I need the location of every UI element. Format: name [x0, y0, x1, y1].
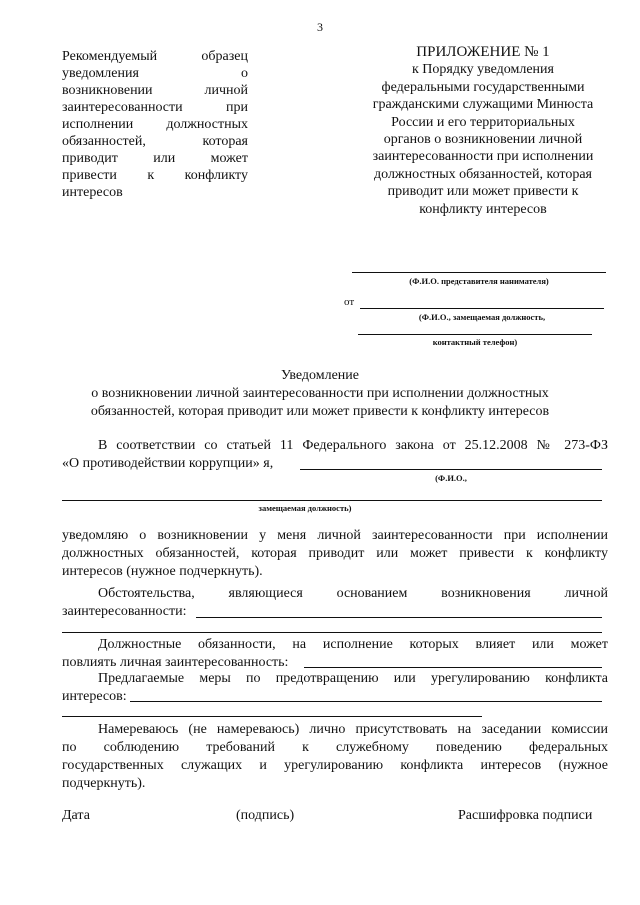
- duties-line: повлиять личная заинтересованность:: [62, 655, 289, 670]
- sample-line: Рекомендуемый образец: [62, 49, 248, 64]
- sample-line: обязанностей, которая: [62, 134, 248, 149]
- notify-line: уведомляю о возникновении у меня личной заинтересованности при исполнении: [62, 528, 608, 543]
- appendix-line: заинтересованности при исполнении: [372, 149, 594, 165]
- sample-line: возникновении личной: [62, 83, 248, 98]
- sample-line: привести к конфликту: [62, 168, 248, 183]
- employer-name-field[interactable]: [352, 272, 606, 273]
- intro-line: В соответствии со статьей 11 Федерального закона от 25.12.2008 № 273-ФЗ: [98, 438, 608, 453]
- duties-field[interactable]: [304, 667, 602, 668]
- sample-line: уведомления о: [62, 66, 248, 81]
- notice-subtitle-line: обязанностей, которая приводит или может привести к конфликту интересов: [90, 404, 550, 419]
- measures-line: Предлагаемые меры по предотвращению или урегулированию конфликта: [98, 671, 608, 686]
- fio-caption: (Ф.И.О.,: [435, 473, 467, 483]
- notice-title: Уведомление: [280, 368, 359, 383]
- appendix-line: к Порядку уведомления: [412, 62, 554, 78]
- measures-field[interactable]: [130, 701, 602, 702]
- signature-decryption-label: Расшифровка подписи: [458, 808, 593, 823]
- position-caption: замещаемая должность): [258, 503, 352, 513]
- intention-line: государственных служащих и урегулированию конфликта интересов (нужное: [62, 758, 608, 773]
- circumstances-field-2[interactable]: [62, 632, 602, 633]
- intention-line: по соблюдению требований к служебному поведению федеральных: [62, 740, 608, 755]
- recommended-sample-label: [62, 48, 248, 201]
- employee-position-field[interactable]: [62, 500, 602, 501]
- page-number: 3: [317, 20, 323, 34]
- sample-line: заинтересованности при: [62, 100, 248, 115]
- circumstances-line: Обстоятельства, являющиеся основанием возникновения личной: [98, 586, 608, 601]
- notify-paragraph: [62, 527, 608, 581]
- employee-name-field[interactable]: [300, 469, 602, 470]
- intro-line: «О противодействии коррупции» я,: [62, 456, 274, 471]
- appendix-title: ПРИЛОЖЕНИЕ № 1: [416, 44, 550, 60]
- sender-caption: (Ф.И.О., замещаемая должность,: [418, 312, 546, 322]
- notify-line: интересов (нужное подчеркнуть).: [62, 564, 263, 579]
- intention-line: подчеркнуть).: [62, 776, 146, 791]
- intro-paragraph: [62, 437, 608, 473]
- duties-line: Должностные обязанности, на исполнение которых влияет или может: [98, 637, 608, 652]
- circumstances-line: заинтересованности:: [62, 604, 187, 619]
- sample-line: исполнении должностных: [62, 117, 248, 132]
- measures-field-2[interactable]: [62, 716, 482, 717]
- sender-name-field[interactable]: [360, 308, 604, 309]
- sample-line: приводит или может: [62, 151, 248, 166]
- appendix-line: органов о возникновении личной: [383, 132, 583, 148]
- appendix-line: конфликту интересов: [419, 201, 547, 217]
- phone-caption: контактный телефон): [432, 337, 518, 347]
- notice-subtitle-line: о возникновении личной заинтересованности при исполнении должностных: [91, 386, 549, 401]
- notify-line: должностных обязанностей, которая приводит или может привести к конфликту: [62, 546, 608, 561]
- appendix-line: приводит или может привести к: [387, 184, 579, 200]
- sender-phone-field[interactable]: [358, 334, 592, 335]
- intention-line: Намереваюсь (не намереваюсь) лично присутствовать на заседании комиссии: [98, 722, 608, 737]
- from-label: от: [344, 296, 355, 308]
- intention-paragraph: [62, 721, 608, 793]
- signature-label: (подпись): [236, 808, 295, 823]
- circumstances-paragraph: [62, 585, 608, 621]
- appendix-line: федеральными государственными: [381, 79, 585, 95]
- appendix-line: должностных обязанностей, которая: [374, 166, 592, 182]
- employer-caption: (Ф.И.О. представителя нанимателя): [409, 276, 549, 286]
- date-label: Дата: [62, 808, 90, 823]
- appendix-line: России и его территориальных: [391, 114, 575, 130]
- sample-line: интересов: [62, 185, 123, 200]
- appendix-header: [352, 44, 614, 218]
- appendix-line: гражданскими служащими Минюста: [372, 97, 594, 113]
- circumstances-field[interactable]: [196, 617, 602, 618]
- measures-line: интересов:: [62, 689, 127, 704]
